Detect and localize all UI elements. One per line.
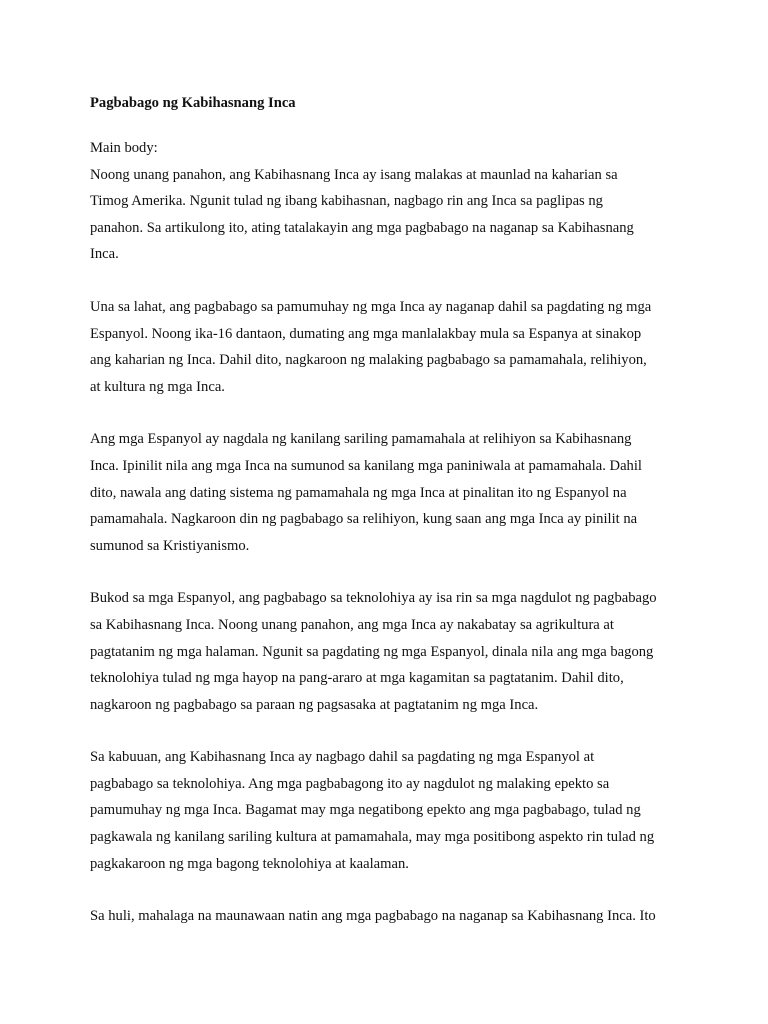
paragraph-line: pamamahala. Nagkaroon din ng pagbabago sa relihiyon, kung saan ang mga Inca ay pinilit na	[90, 511, 638, 528]
paragraph-3	[90, 426, 690, 559]
paragraph-line: Espanyol. Noong ika-16 dantaon, dumating ang mga manlalakbay mula sa Espanya at sinakop	[90, 325, 642, 342]
paragraph-5	[90, 744, 690, 877]
paragraph-line: Noong unang panahon, ang Kabihasnang Inca ay isang malakas at maunlad na kaharian sa	[90, 166, 618, 183]
paragraph-line: Una sa lahat, ang pagbabago sa pamumuhay ng mga Inca ay naganap dahil sa pagdating ng mga	[90, 298, 652, 315]
paragraph-line: pagkakaroon ng mga bagong teknolohiya at kaalaman.	[90, 855, 409, 872]
document-title: Pagbabago ng Kabihasnang Inca	[90, 95, 296, 111]
paragraph-line: pagtatanim ng mga halaman. Ngunit sa pagdating ng mga Espanyol, dinala nila ang mga bagong	[90, 643, 654, 660]
paragraph-line: Ang mga Espanyol ay nagdala ng kanilang sariling pamamahala at relihiyon sa Kabihasnang	[90, 431, 632, 448]
paragraph-line: teknolohiya tulad ng mga hayop na pang-araro at mga kagamitan sa pagtatanim. Dahil dito,	[90, 670, 624, 687]
paragraph-line: sumunod sa Kristiyanismo.	[90, 537, 250, 554]
paragraph-line: ang kaharian ng Inca. Dahil dito, nagkaroon ng malaking pagbabago sa pamamahala, relihiyon,	[90, 352, 647, 369]
paragraph-line: pagkawala ng kanilang sariling kultura at pamamahala, may mga positibong aspekto rin tulad ng	[90, 829, 655, 846]
paragraph-line: Inca.	[90, 246, 119, 263]
main-body-label: Main body:	[90, 140, 158, 156]
paragraph-line: dito, nawala ang dating sistema ng pamamahala ng mga Inca at pinalitan ito ng Espanyol na	[90, 484, 627, 501]
paragraph-line: Inca. Ipinilit nila ang mga Inca na sumunod sa kanilang mga paniniwala at pamamahala. Dahil	[90, 457, 642, 474]
paragraph-line: panahon. Sa artikulong ito, ating tatalakayin ang mga pagbabago na naganap sa Kabihasnang	[90, 219, 634, 236]
paragraph-line: pamumuhay ng mga Inca. Bagamat may mga negatibong epekto ang mga pagbabago, tulad ng	[90, 802, 641, 819]
paragraph-line: Timog Amerika. Ngunit tulad ng ibang kabihasnan, nagbago rin ang Inca sa paglipas ng	[90, 193, 603, 210]
paragraph-2	[90, 294, 690, 400]
paragraph-line: sa Kabihasnang Inca. Noong unang panahon, ang mga Inca ay nakabatay sa agrikultura at	[90, 616, 614, 633]
paragraph-1	[90, 162, 690, 268]
paragraph-line: Sa huli, mahalaga na maunawaan natin ang mga pagbabago na naganap sa Kabihasnang Inca. Ito	[90, 908, 656, 925]
paragraph-6	[90, 903, 690, 930]
paragraph-4	[90, 585, 690, 718]
paragraph-line: nagkaroon ng pagbabago sa paraan ng pagsasaka at pagtatanim ng mga Inca.	[90, 696, 539, 713]
document-page	[90, 93, 690, 956]
paragraph-line: Sa kabuuan, ang Kabihasnang Inca ay nagbago dahil sa pagdating ng mga Espanyol at	[90, 749, 595, 766]
paragraph-line: Bukod sa mga Espanyol, ang pagbabago sa teknolohiya ay isa rin sa mga nagdulot ng pagbabago	[90, 590, 657, 607]
paragraph-line: at kultura ng mga Inca.	[90, 378, 225, 395]
paragraph-line: pagbabago sa teknolohiya. Ang mga pagbabagong ito ay nagdulot ng malaking epekto sa	[90, 775, 610, 792]
